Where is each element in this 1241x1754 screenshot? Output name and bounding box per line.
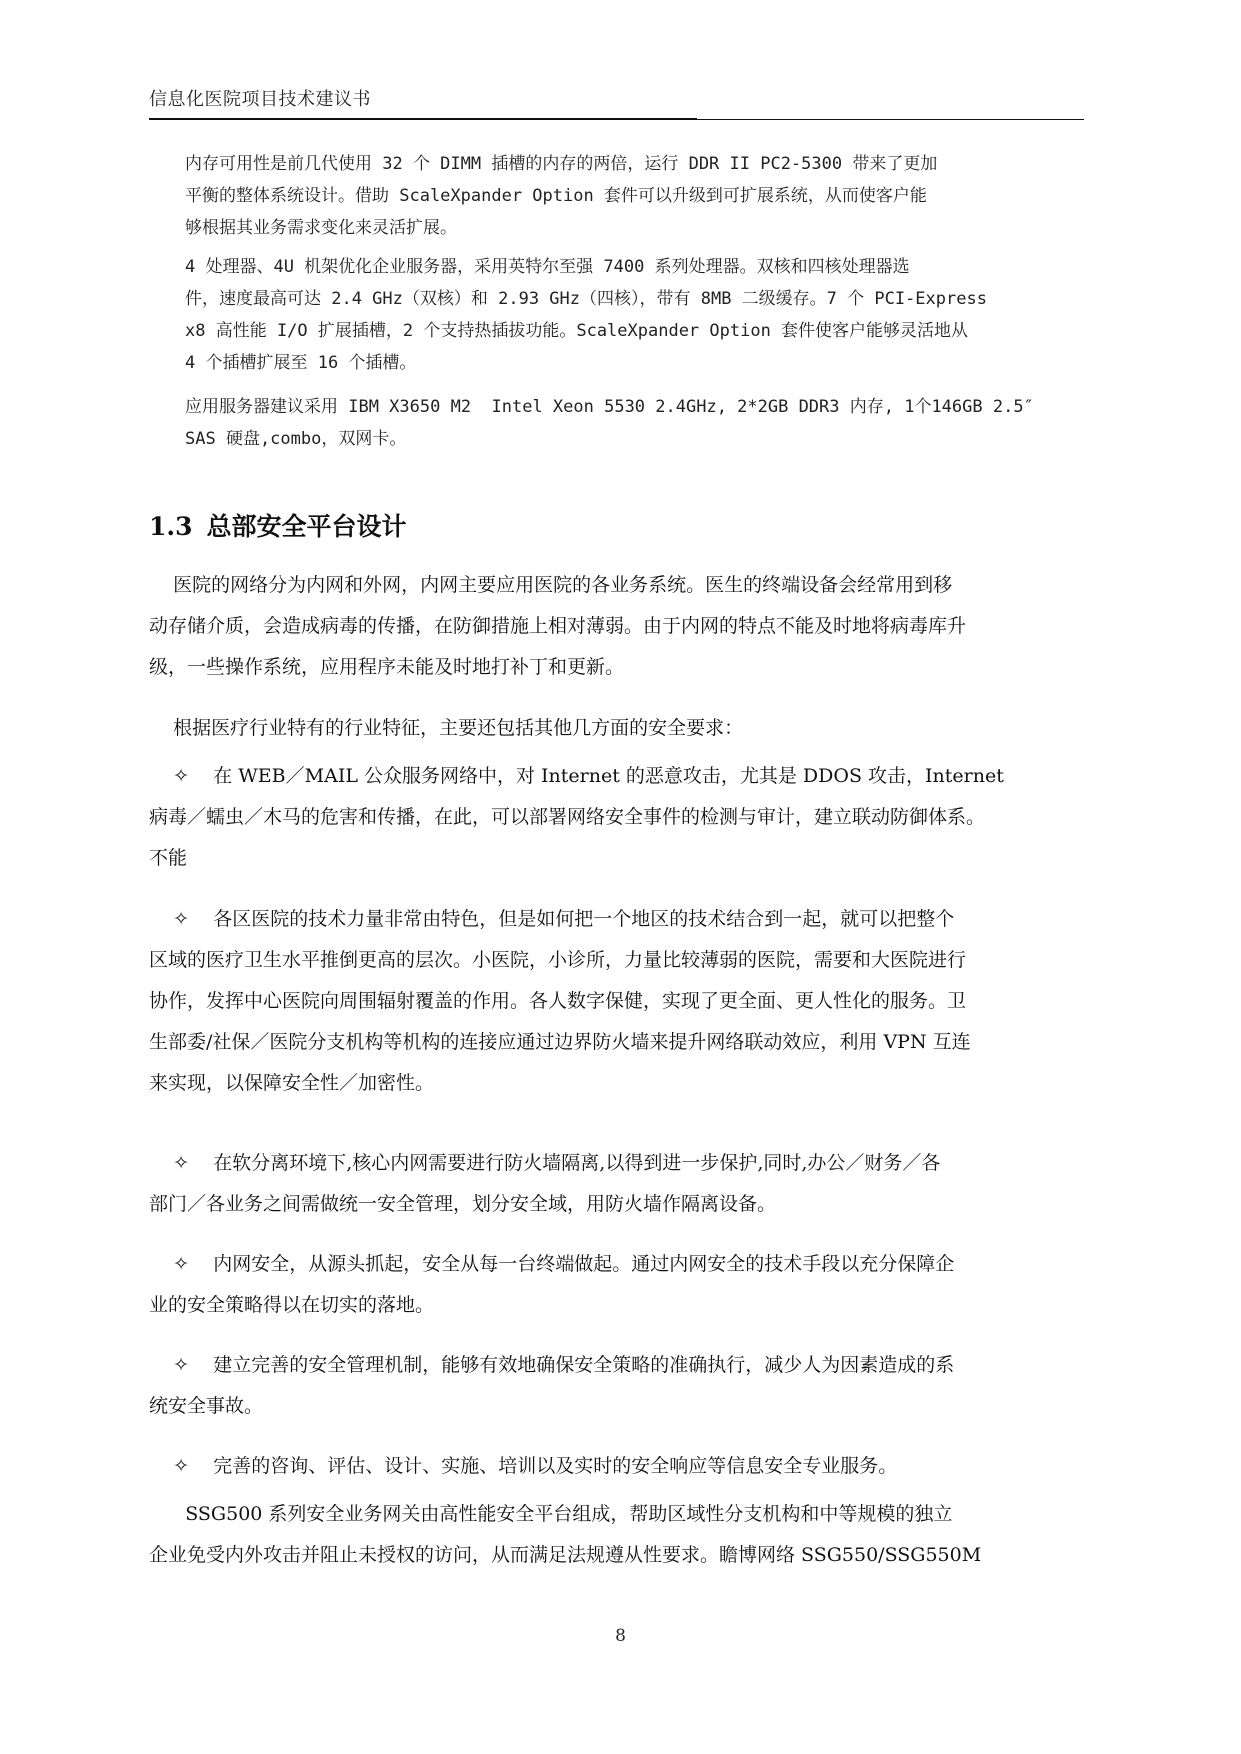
spec-paragraph-app-server: 应用服务器建议采用 IBM X3650 M2 Intel Xeon 5530 2.4GHz, 2*2GB DDR3 内存, 1个146GB 2.5″ SAS 硬盘,combo，双网卡。 xyxy=(185,397,1034,449)
bullet-item-regional-hospitals: ✧ 各区医院的技术力量非常由特色，但是如何把一个地区的技术结合到一起，就可以把整个 区域的医疗卫生水平推倒更高的层次。小医院，小诊所，力量比较薄弱的医院，需要和大医院进行 协作，发挥中心医院向周围辐射覆盖的作用。各人数字保健，实现了更全面、更人性化的服务。卫 生部委/社保／医院分支机构等机构的连接应通过边界防火墙来提升网络联动效应，利用 VPN 互连 来实现，以保障安全性／加密性。 xyxy=(149,908,971,1094)
header-title: 信息化医院项目技术建议书 xyxy=(149,89,371,110)
body-paragraph-requirements-intro: 根据医疗行业特有的行业特征，主要还包括其他几方面的安全要求： xyxy=(149,717,744,739)
section-title: 总部安全平台设计 xyxy=(206,512,407,541)
bullet-item-professional-services: ✧ 完善的咨询、评估、设计、实施、培训以及实时的安全响应等信息安全专业服务。 xyxy=(149,1455,898,1477)
section-heading xyxy=(149,510,407,544)
header-rule-thin xyxy=(697,119,1084,120)
page-header xyxy=(149,86,1084,122)
bullet-item-web-mail: ✧ 在 WEB／MAIL 公众服务网络中，对 Internet 的恶意攻击，尤其是 DDOS 攻击，Internet 病毒／蠕虫／木马的危害和传播，在此，可以部署网络安全事件的检测与审计，建立联动防御体系。 不能 xyxy=(149,765,1004,869)
bullet-item-management-mechanism: ✧ 建立完善的安全管理机制，能够有效地确保安全策略的准确执行，减少人为因素造成的系 统安全事故。 xyxy=(149,1354,955,1417)
body-paragraph-network: 医院的网络分为内网和外网，内网主要应用医院的各业务系统。医生的终端设备会经常用到移 动存储介质，会造成病毒的传播，在防御措施上相对薄弱。由于内网的特点不能及时地将病毒库升 级，一些操作系统，应用程序未能及时地打补丁和更新。 xyxy=(149,574,967,678)
section-number: 1.3 xyxy=(149,512,193,541)
bullet-item-soft-separation: ✧ 在软分离环境下,核心内网需要进行防火墙隔离,以得到进一步保护,同时,办公／财务／各 部门／各业务之间需做统一安全管理，划分安全域，用防火墙作隔离设备。 xyxy=(149,1152,941,1215)
header-rule-thick xyxy=(149,118,697,120)
spec-paragraph-processor: 4 处理器、4U 机架优化企业服务器，采用英特尔至强 7400 系列处理器。双核和四核处理器选 件，速度最高可达 2.4 GHz（双核）和 2.93 GHz（四核），带有 8MB 二级缓存。7 个 PCI-Express x8 高性能 I/O 扩展插槽，2 个支持热插拔功能。ScaleXpander Option 套件使客户能够灵活地从 4 个插槽扩展至 16 个插槽。 xyxy=(185,257,987,373)
body-paragraph-ssg500: SSG500 系列安全业务网关由高性能安全平台组成，帮助区域性分支机构和中等规模的独立 企业免受内外攻击并阻止未授权的访问，从而满足法规遵从性要求。瞻博网络 SSG550/SSG550M xyxy=(149,1503,982,1566)
spec-paragraph-memory: 内存可用性是前几代使用 32 个 DIMM 插槽的内存的两倍，运行 DDR II PC2-5300 带来了更加 平衡的整体系统设计。借助 ScaleXpander Option 套件可以升级到可扩展系统，从而使客户能 够根据其业务需求变化来灵活扩展。 xyxy=(185,154,938,238)
bullet-item-intranet-security: ✧ 内网安全，从源头抓起，安全从每一台终端做起。通过内网安全的技术手段以充分保障企 业的安全策略得以在切实的落地。 xyxy=(149,1253,955,1316)
page-number: 8 xyxy=(615,1626,626,1646)
